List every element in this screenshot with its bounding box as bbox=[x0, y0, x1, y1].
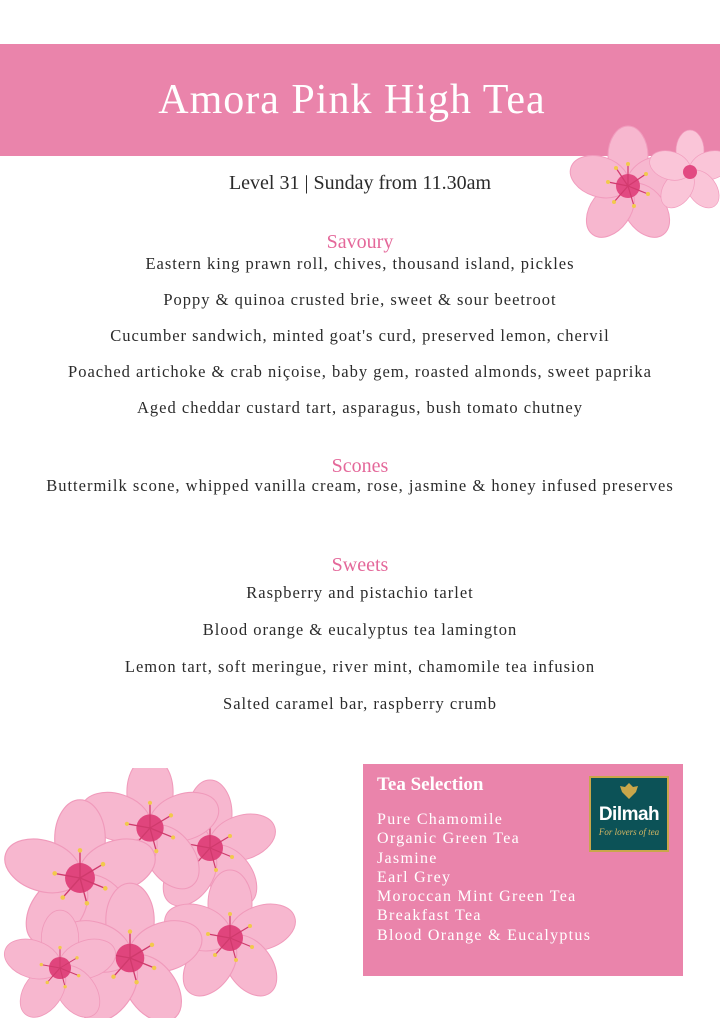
tea-selection-heading: Tea Selection bbox=[377, 774, 484, 795]
scones-section bbox=[0, 455, 720, 495]
tea-selection-box bbox=[363, 764, 683, 976]
menu-item: Buttermilk scone, whipped vanilla cream, rose, jasmine & honey infused preserves bbox=[46, 476, 674, 495]
menu-item: Blood orange & eucalyptus tea lamington bbox=[202, 620, 518, 639]
menu-item: Cucumber sandwich, minted goat's curd, preserved lemon, chervil bbox=[110, 326, 610, 345]
savoury-section bbox=[0, 231, 720, 433]
sweets-heading: Sweets bbox=[331, 554, 389, 576]
sweets-section bbox=[0, 554, 720, 730]
event-details: Level 31 | Sunday from 11.30am bbox=[228, 172, 492, 194]
menu-item: Aged cheddar custard tart, asparagus, bush tomato chutney bbox=[137, 398, 583, 417]
menu-item: Lemon tart, soft meringue, river mint, chamomile tea infusion bbox=[124, 657, 596, 676]
page-title: Amora Pink High Tea bbox=[158, 77, 546, 123]
logo-tagline: For lovers of tea bbox=[598, 827, 660, 837]
menu-item: Poached artichoke & crab niçoise, baby gem, roasted almonds, sweet paprika bbox=[68, 362, 652, 381]
tea-item: Organic Green Tea bbox=[377, 830, 520, 848]
logo-brand: Dilmah bbox=[598, 804, 660, 825]
dilmah-logo bbox=[589, 776, 669, 852]
menu-item: Poppy & quinoa crusted brie, sweet & sour beetroot bbox=[163, 290, 557, 309]
scones-heading: Scones bbox=[331, 455, 389, 477]
tea-item: Moroccan Mint Green Tea bbox=[377, 888, 577, 906]
tea-item: Pure Chamomile bbox=[377, 811, 504, 828]
menu-item: Eastern king prawn roll, chives, thousand island, pickles bbox=[145, 254, 575, 273]
savoury-heading: Savoury bbox=[326, 231, 394, 253]
menu-item: Salted caramel bar, raspberry crumb bbox=[223, 694, 497, 713]
tea-item: Blood Orange & Eucalyptus bbox=[377, 926, 592, 944]
tea-item: Earl Grey bbox=[377, 868, 452, 886]
menu-item: Raspberry and pistachio tarlet bbox=[246, 583, 474, 602]
crest-icon bbox=[618, 782, 640, 800]
tea-item: Breakfast Tea bbox=[377, 907, 482, 925]
tea-item: Jasmine bbox=[377, 849, 438, 867]
cherry-blossom-cluster-icon bbox=[0, 768, 310, 1018]
